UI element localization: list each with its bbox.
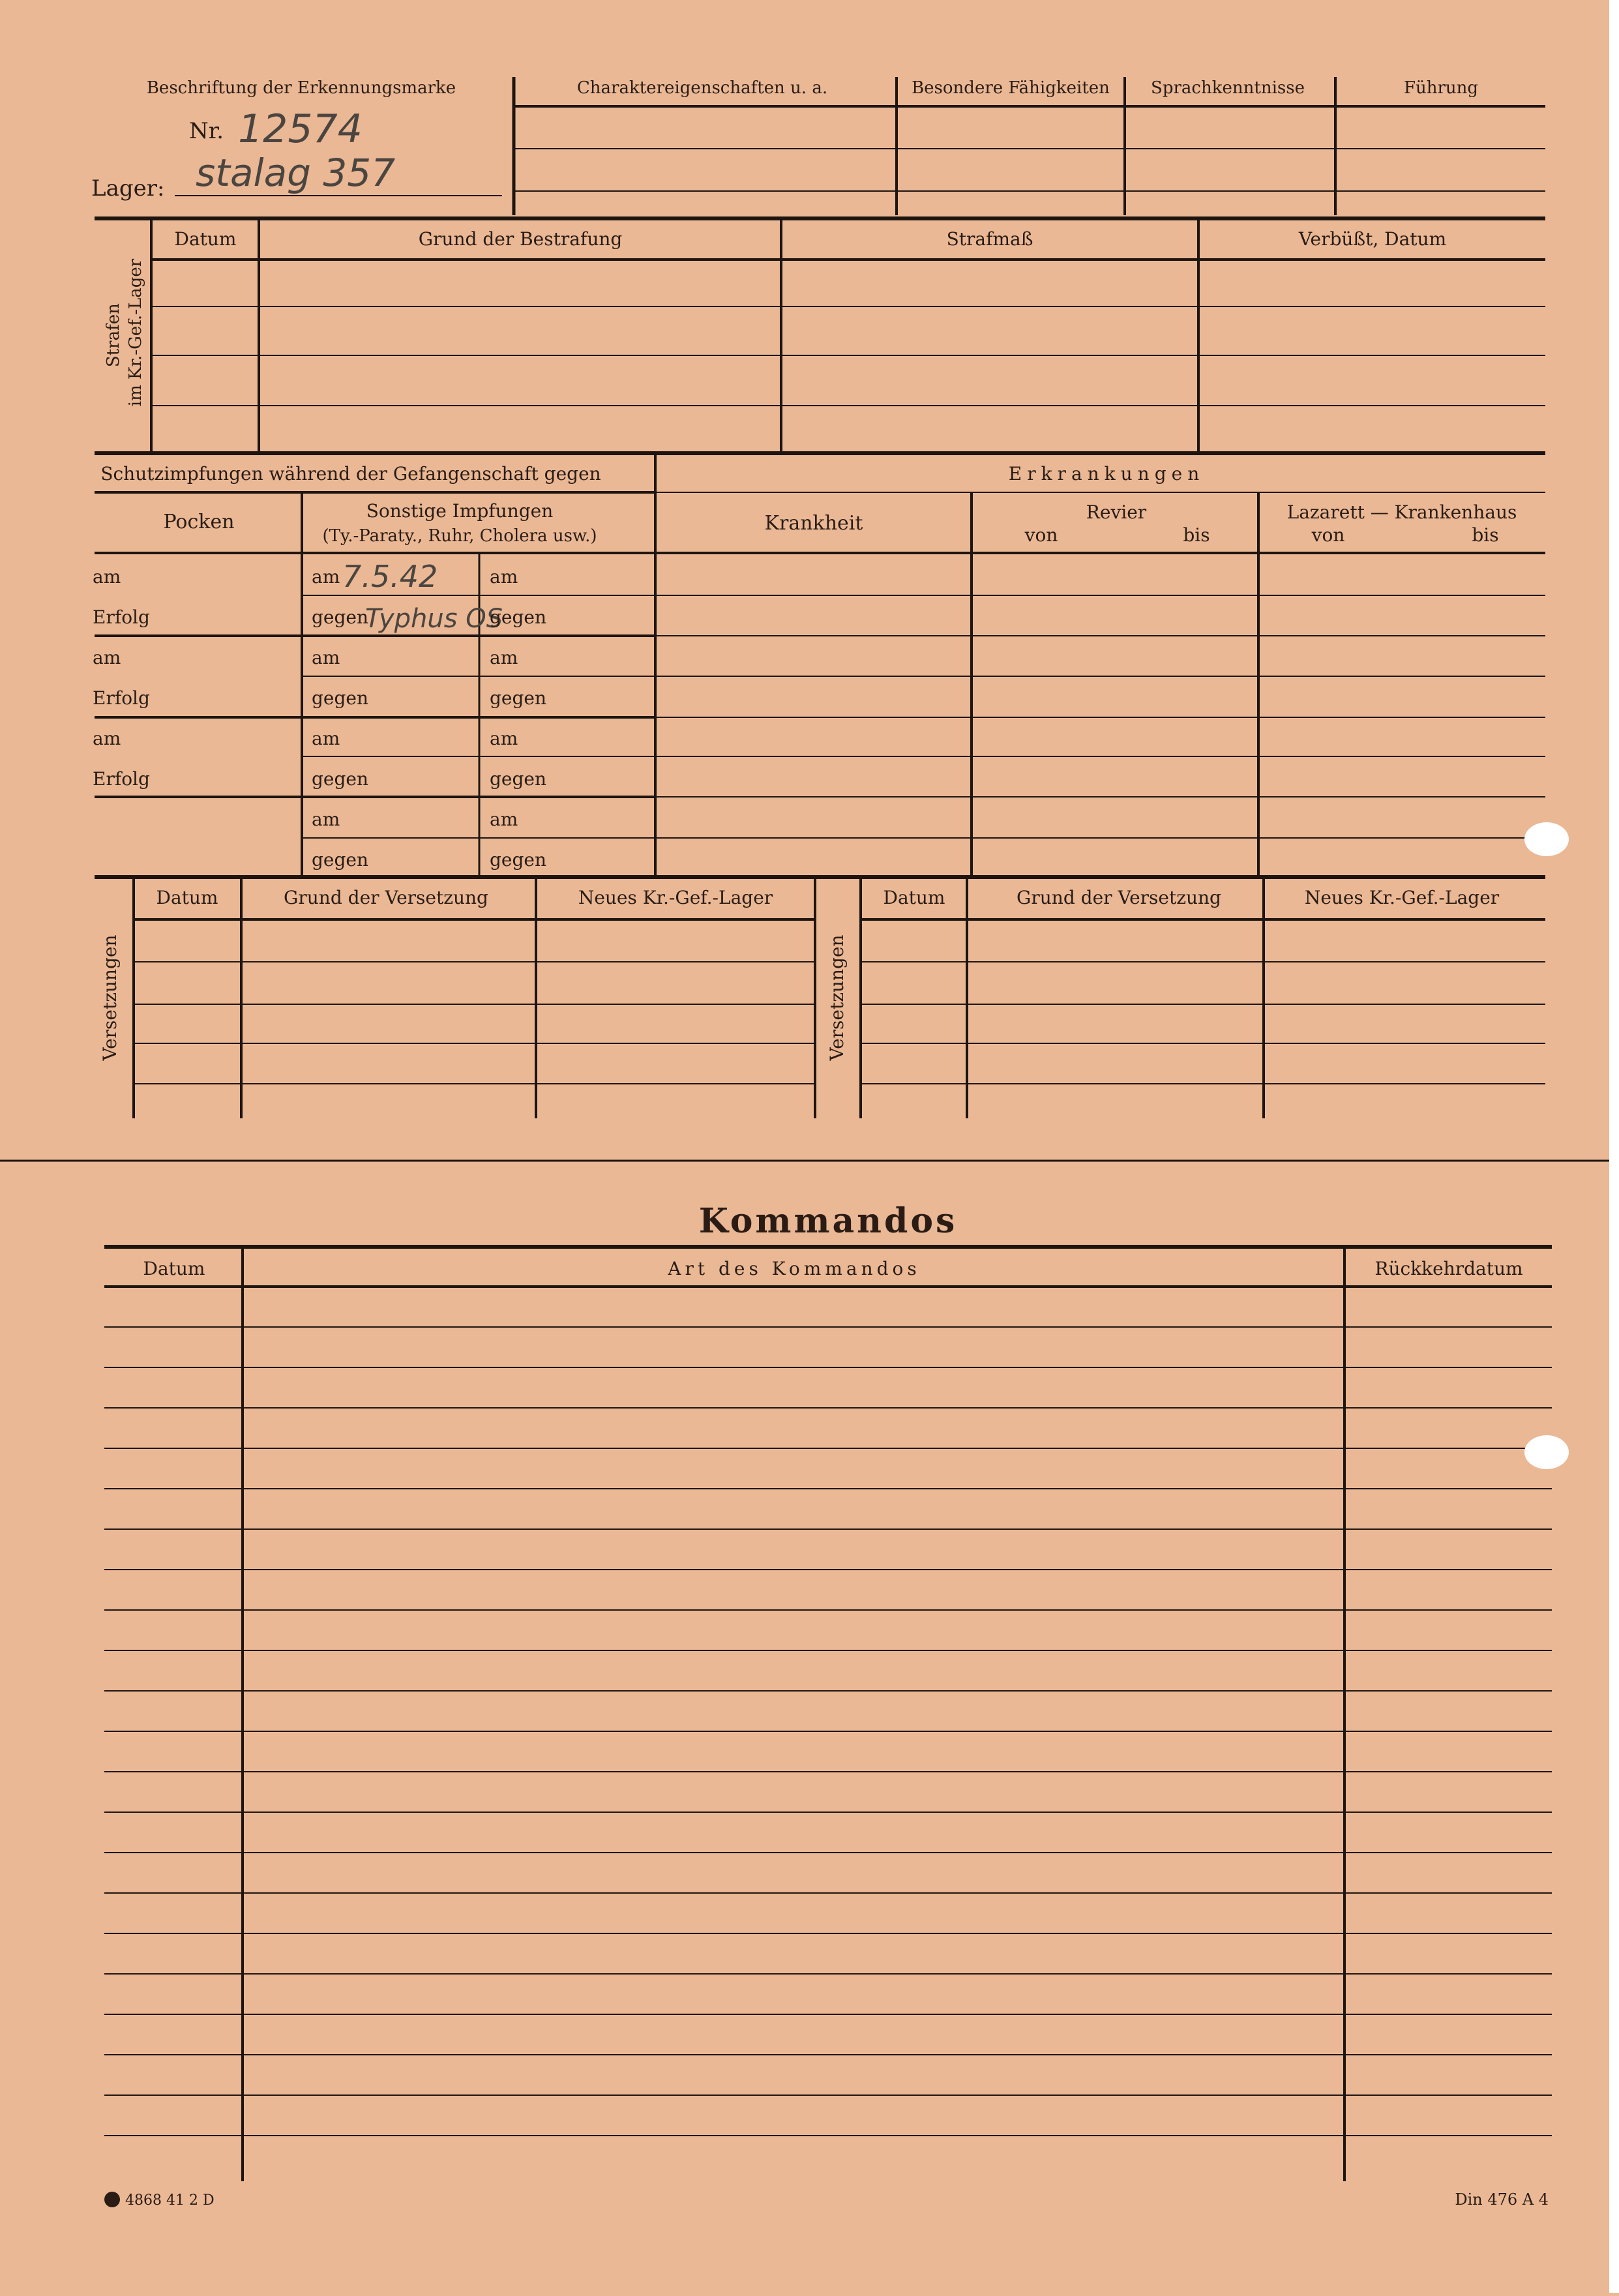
other-am-4b: am	[490, 809, 518, 830]
kommandos-title: Kommandos	[698, 1201, 958, 1241]
traits-header-conduct: Führung	[1403, 78, 1479, 98]
illnesses-col-revier: Revier	[1086, 501, 1147, 523]
other-gegen-2b: gegen	[490, 687, 547, 709]
other-gegen-4b: gegen	[490, 849, 547, 871]
other-gegen-1b: gegen	[490, 606, 547, 628]
punishments-side-label	[104, 258, 145, 406]
illnesses-hospital-von: von	[1311, 524, 1345, 546]
tag-lager-value: stalag 357	[196, 151, 396, 195]
handwritten-vacc-against: Typhus OS	[365, 604, 503, 634]
traits-header-character: Charaktereigenschaften u. a.	[576, 78, 828, 98]
punishments-header-served: Verbüßt, Datum	[1298, 228, 1447, 250]
illnesses-col-hospital: Lazarett — Krankenhaus	[1286, 501, 1517, 523]
kommandos-header-date: Datum	[143, 1258, 205, 1279]
punch-hole-upper	[1524, 822, 1569, 856]
pocken-am-3: am	[93, 728, 121, 749]
pocken-erfolg-1: Erfolg	[93, 606, 150, 628]
printer-mark-icon	[104, 2192, 120, 2207]
transfers-side-label-left: Versetzungen	[99, 934, 121, 1061]
other-am-1a: am	[312, 566, 340, 588]
transfers-left-header-reason: Grund der Versetzung	[284, 887, 488, 908]
transfers-right-header-reason: Grund der Versetzung	[1017, 887, 1221, 908]
vaccinations-col-other-1: Sonstige Impfungen	[366, 500, 554, 522]
transfers-left-header-camp: Neues Kr.-Gef.-Lager	[578, 887, 773, 908]
tag-heading: Beschriftung der Erkennungsmarke	[146, 78, 456, 98]
pocken-erfolg-2: Erfolg	[93, 687, 150, 709]
transfers-right-header-camp: Neues Kr.-Gef.-Lager	[1304, 887, 1500, 908]
other-gegen-1a: gegen	[312, 606, 369, 628]
illnesses-revier-bis: bis	[1183, 524, 1210, 546]
punishments-header-sentence: Strafmaß	[946, 228, 1033, 250]
kommandos-header-return: Rückkehrdatum	[1374, 1258, 1523, 1279]
pocken-erfolg-3: Erfolg	[93, 768, 150, 790]
pocken-am-1: am	[93, 566, 121, 588]
other-am-3b: am	[490, 728, 518, 749]
illnesses-revier-von: von	[1024, 524, 1058, 546]
transfers-left-header-date: Datum	[156, 887, 218, 908]
punishments-side-label-2: im Kr.-Gef.-Lager	[126, 258, 145, 407]
other-am-1b: am	[490, 566, 518, 588]
punishments-side-label-1: Strafen	[104, 303, 123, 368]
tag-nr-label: Nr.	[189, 118, 224, 144]
other-gegen-3b: gegen	[490, 768, 547, 790]
vaccinations-heading: Schutzimpfungen während der Gefangenschaft gegen	[100, 463, 601, 485]
other-am-2b: am	[490, 647, 518, 668]
form-rules	[0, 77, 1619, 2181]
traits-header-languages: Sprachkenntnisse	[1151, 78, 1305, 98]
footer-print-code: 4868 41 2 D	[125, 2192, 215, 2209]
other-gegen-3a: gegen	[312, 768, 369, 790]
footer-din: Din 476 A 4	[1455, 2190, 1549, 2209]
tag-lager-label: Lager:	[91, 175, 165, 201]
other-am-4a: am	[312, 809, 340, 830]
tag-nr-value: 12574	[238, 106, 363, 152]
other-am-3a: am	[312, 728, 340, 749]
other-gegen-2a: gegen	[312, 687, 369, 709]
handwritten-vacc-date: 7.5.42	[342, 559, 438, 594]
other-am-2a: am	[312, 647, 340, 668]
pocken-am-2: am	[93, 647, 121, 668]
right-edge-strip	[1609, 0, 1619, 2293]
punishments-header-reason: Grund der Bestrafung	[418, 228, 623, 250]
kommandos-header-type: Art des Kommandos	[668, 1258, 921, 1279]
punch-hole-lower	[1524, 1435, 1569, 1469]
illnesses-heading: Erkrankungen	[1008, 463, 1205, 485]
traits-header-abilities: Besondere Fähigkeiten	[912, 78, 1110, 98]
illnesses-hospital-bis: bis	[1472, 524, 1499, 546]
punishments-header-date: Datum	[174, 228, 237, 250]
vaccinations-col-pocken: Pocken	[163, 511, 235, 533]
illnesses-col-illness: Krankheit	[764, 512, 863, 535]
other-gegen-4a: gegen	[312, 849, 369, 871]
transfers-right-header-date: Datum	[883, 887, 945, 908]
transfers-side-label-right: Versetzungen	[826, 934, 848, 1061]
vaccinations-col-other-2: (Ty.-Paraty., Ruhr, Cholera usw.)	[322, 526, 597, 546]
